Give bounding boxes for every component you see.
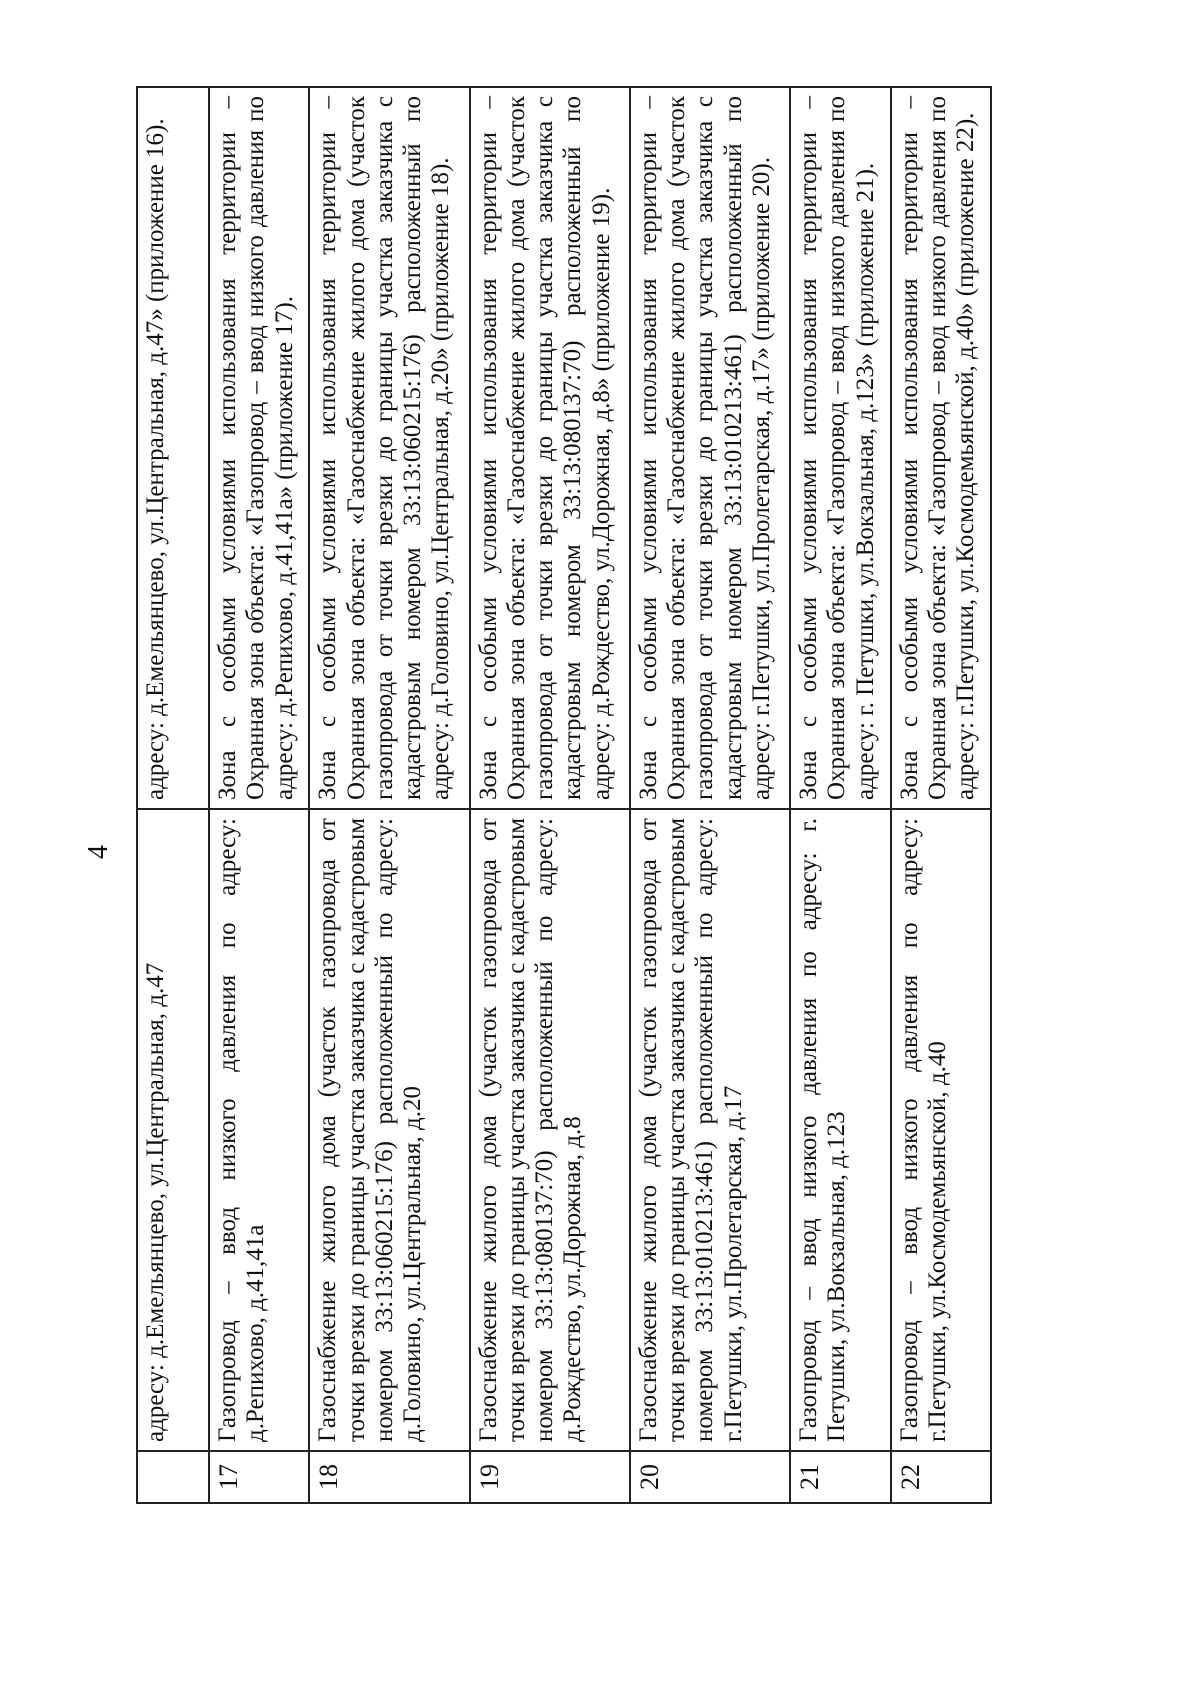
table-row	[891, 87, 991, 1503]
row-number: 18	[309, 1451, 469, 1503]
row-number: 21	[790, 1451, 890, 1503]
row-number	[137, 1451, 209, 1503]
object-cell: адресу: д.Емельянцево, ул.Центральная, д.47	[137, 809, 209, 1451]
zone-cell: Зона с особыми условиями использования территории – Охранная зона объекта: «Газоснабжение жилого дома (участок газопровода от точки врезки до границы участка заказчика с кадастровым номером 33:13:080137:70) расположенный по адресу: д.Рождество, ул.Дорожная, д.8» (приложение 19).	[470, 87, 630, 809]
table-row	[790, 87, 890, 1503]
table-row	[309, 87, 469, 1503]
object-cell: Газопровод – ввод низкого давления по адресу: г. Петушки, ул.Вокзальная, д.123	[790, 809, 890, 1451]
table-row	[630, 87, 790, 1503]
zone-cell: Зона с особыми условиями использования территории – Охранная зона объекта: «Газопровод – ввод низкого давления по адресу: д.Репихово, д.41,41а» (приложение 17).	[209, 87, 309, 809]
table-row	[209, 87, 309, 1503]
row-number: 17	[209, 1451, 309, 1503]
zone-cell: Зона с особыми условиями использования территории – Охранная зона объекта: «Газоснабжение жилого дома (участок газопровода от точки врезки до границы участка заказчика с кадастровым номером 33:13:010213:461) расположенный по адресу: г.Петушки, ул.Пролетарская, д.17» (приложение 20).	[630, 87, 790, 809]
object-cell: Газоснабжение жилого дома (участок газопровода от точки врезки до границы участка заказчика с кадастровым номером 33:13:080137:70) расположенный по адресу: д.Рождество, ул.Дорожная, д.8	[470, 809, 630, 1451]
zone-cell: Зона с особыми условиями использования территории – Охранная зона объекта: «Газоснабжение жилого дома (участок газопровода от точки врезки до границы участка заказчика с кадастровым номером 33:13:060215:176) расположенный по адресу: д.Головино, ул.Центральная, д.20» (приложение 18).	[309, 87, 469, 809]
row-number: 20	[630, 1451, 790, 1503]
zones-table-container	[136, 88, 992, 1504]
page-number: 4	[83, 845, 114, 859]
zone-cell: Зона с особыми условиями использования территории – Охранная зона объекта: «Газопровод – ввод низкого давления по адресу: г. Петушки, ул.Вокзальная, д.123» (приложение 21).	[790, 87, 890, 809]
row-number: 19	[470, 1451, 630, 1503]
zones-table	[136, 86, 992, 1504]
table-row	[137, 87, 209, 1503]
object-cell: Газопровод – ввод низкого давления по адресу: д.Репихово, д.41,41а	[209, 809, 309, 1451]
row-number: 22	[891, 1451, 991, 1503]
table-row	[470, 87, 630, 1503]
zone-cell: адресу: д.Емельянцево, ул.Центральная, д.47» (приложение 16).	[137, 87, 209, 809]
object-cell: Газопровод – ввод низкого давления по адресу: г.Петушки, ул.Космодемьянской, д.40	[891, 809, 991, 1451]
document-body	[136, 88, 992, 1504]
object-cell: Газоснабжение жилого дома (участок газопровода от точки врезки до границы участка заказчика с кадастровым номером 33:13:010213:461) расположенный по адресу: г.Петушки, ул.Пролетарская, д.17	[630, 809, 790, 1451]
zone-cell: Зона с особыми условиями использования территории – Охранная зона объекта: «Газопровод – ввод низкого давления по адресу: г.Петушки, ул.Космодемьянской, д.40» (приложение 22).	[891, 87, 991, 809]
object-cell: Газоснабжение жилого дома (участок газопровода от точки врезки до границы участка заказчика с кадастровым номером 33:13:060215:176) расположенный по адресу: д.Головино, ул.Центральная, д.20	[309, 809, 469, 1451]
